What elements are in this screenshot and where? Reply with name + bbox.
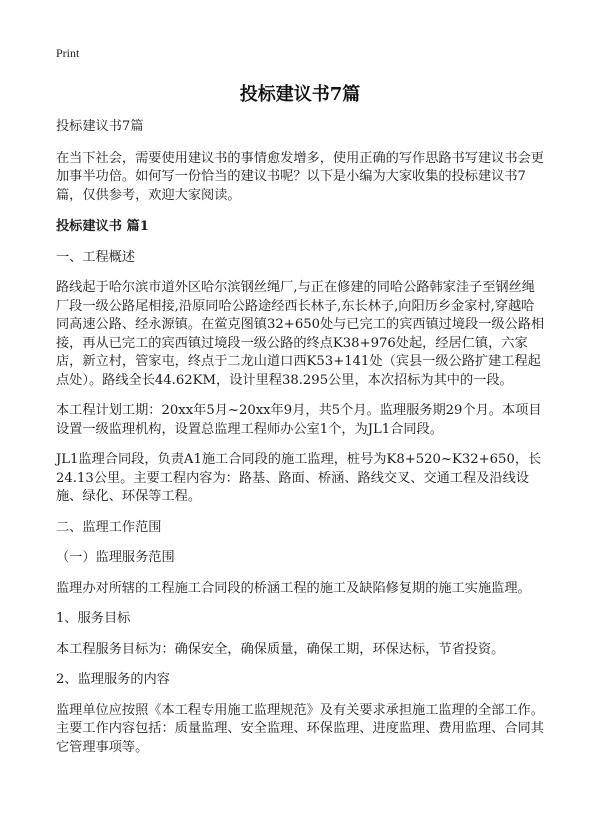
paragraph-content: 监理单位应按照《本工程专用施工监理规范》及有关要求承担施工监理的全部工作。主要工作内容包括：质量监理、安全监理、环保监理、进度监理、费用监理、合同其它管理事项等。 — [56, 702, 544, 755]
paragraph-goal: 本工程服务目标为：确保安全，确保质量，确保工期，环保达标，节省投资。 — [56, 641, 505, 657]
intro-paragraph: 在当下社会，需要使用建议书的事情愈发增多，使用正确的写作思路书写建议书会更加事半功倍。如何写一份恰当的建议书呢？以下是小编为大家收集的投标建议书7篇，仅供参考，欢迎大家阅读。 — [56, 150, 544, 203]
paragraph-contract: JL1监理合同段，负责A1施工合同段的施工监理，桩号为K8+520~K32+650，长24.13公里。主要工程内容为：路基、路面、桥涵、路线交叉、交通工程及沿线设施、绿化、环保等工程。 — [56, 452, 542, 504]
document-subtitle: 投标建议书7篇 — [56, 119, 144, 134]
heading-scope: 二、监理工作范围 — [56, 519, 162, 535]
print-link[interactable]: Print — [56, 46, 80, 60]
heading-goal: 1、服务目标 — [56, 611, 131, 626]
document-body — [56, 118, 546, 769]
document-title: 投标建议书7篇 — [239, 84, 361, 105]
paragraph-schedule: 本工程计划工期：20xx年5月~20xx年9月，共5个月。监理服务期29个月。本项目设置一级监理机构，设置总监理工程师办公室1个，为JL1合同段。 — [56, 403, 542, 437]
paragraph-scope: 监理办对所辖的工程施工合同段的桥涵工程的施工及缺陷修复期的施工实施监理。 — [56, 580, 531, 596]
section-heading: 投标建议书 篇1 — [56, 219, 149, 234]
heading-scope-sub: （一）监理服务范围 — [56, 550, 175, 565]
heading-content: 2、监理服务的内容 — [56, 672, 170, 687]
heading-overview: 一、工程概述 — [56, 249, 136, 265]
paragraph-route: 路线起于哈尔滨市道外区哈尔滨钢丝绳厂,与正在修建的同哈公路韩家洼子至钢丝绳厂段一级公路尾相接,沿原同哈公路途经西长林子,东长林子,向阳历乡金家村,穿越哈同高速公路、经永源镇。在鲎克图镇32+650处与已完工的宾西镇过境段一级公路相接，再从已完工的宾西镇过境段一级公路的终点K38+976处起，经居仁镇，六家店，新立村，管家屯，终点于二龙山道口西K53+141处（宾县一级公路扩建工程起点处）。路线全长44.62KM，设计里程38.295公里，本次招标为其中的一段。 — [56, 280, 545, 388]
